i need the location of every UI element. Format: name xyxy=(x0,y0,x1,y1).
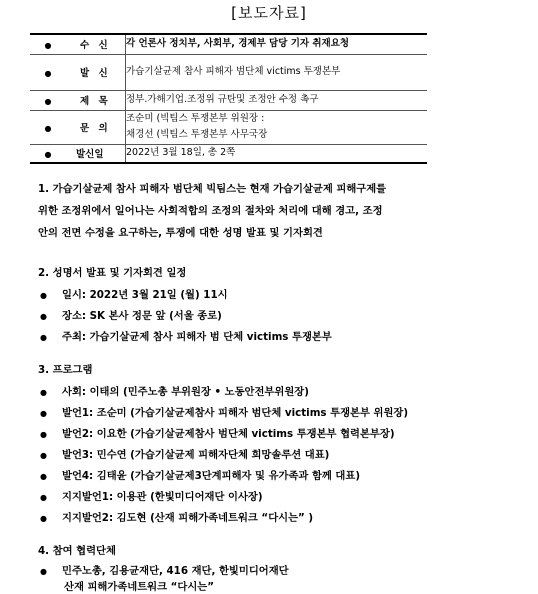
list-item-continuation: 산재 피해가족네트워크 “다시는” xyxy=(64,581,215,593)
bullet-icon: ● xyxy=(44,97,52,106)
info-value: 정부.가해기업.조정위 규탄및 조정안 수정 촉구 xyxy=(126,94,319,105)
bullet-icon: ● xyxy=(44,150,52,160)
bullet-icon: ● xyxy=(44,69,52,78)
info-row-date xyxy=(30,144,427,163)
list-item: ● 발언4: 김태윤 (가습기살균제3단계피해자 및 유가족과 함께 대표) xyxy=(40,470,361,482)
info-label: 문 의 xyxy=(80,123,111,134)
bullet-icon: ● xyxy=(40,514,47,523)
info-value: 2022년 3월 18일, 총 2쪽 xyxy=(126,147,236,159)
document-title: [보도자료] xyxy=(231,4,307,22)
info-table xyxy=(30,33,427,164)
list-item: ● 장소: SK 본사 정문 앞 (서울 종로) xyxy=(40,310,222,322)
bullet-icon: ● xyxy=(40,409,47,418)
bullet-icon: ● xyxy=(40,472,47,481)
bullet-icon: ● xyxy=(40,430,47,439)
info-label: 발신일 xyxy=(76,149,104,161)
bullet-icon: ● xyxy=(40,291,47,300)
section-2-title: 2. 성명서 발표 및 기자회견 일정 xyxy=(38,267,187,279)
section-1-line: 위한 조정위에서 일어나는 사회적합의 조정의 절차와 처리에 대해 경고, 조정 xyxy=(38,205,383,217)
info-row-contact xyxy=(30,110,427,144)
list-item: ● 주최: 가습기살균제 참사 피해자 범 단체 victims 투쟁본부 xyxy=(40,331,332,343)
info-label: 수 신 xyxy=(80,40,111,52)
info-row-recipient xyxy=(30,34,427,54)
info-row-subject xyxy=(30,90,427,110)
bullet-icon: ● xyxy=(40,567,47,576)
list-item: ● 발언3: 민수연 (가습기살균제 피해자단체 희망솔루션 대표) xyxy=(40,449,330,461)
info-row-sender xyxy=(30,54,427,90)
list-item: ● 발언1: 조순미 (가습기살균제참사 피해자 범단체 victims 투쟁본부 위원장) xyxy=(40,407,409,419)
info-value: 조순미 (빅팀스 투쟁본부 위원장 : xyxy=(126,113,265,124)
list-item: ● 발언2: 이요한 (가습기살균제참사 범단체 victims 투쟁본부 협력본부장) xyxy=(40,428,395,440)
bullet-icon: ● xyxy=(44,124,52,133)
list-item: ● 일시: 2022년 3월 21일 (월) 11시 xyxy=(40,289,228,301)
list-item: ● 사회: 이태의 (민주노총 부위원장 • 노동안전부위원장) xyxy=(40,386,309,398)
section-1-paragraph xyxy=(38,178,508,244)
bullet-icon: ● xyxy=(40,493,47,502)
section-4-title: 4. 참여 협력단체 xyxy=(38,545,116,557)
info-label: 제 목 xyxy=(80,96,111,107)
bullet-icon: ● xyxy=(40,333,47,342)
bullet-icon: ● xyxy=(44,41,52,51)
section-1-line: 안의 전면 수정을 요구하는, 투쟁에 대한 성명 발표 및 기자회견 xyxy=(38,227,323,239)
info-value: 가습기살균제 참사 피해자 범단체 victims 투쟁본부 xyxy=(126,66,341,77)
section-3-title: 3. 프로그램 xyxy=(38,364,93,376)
list-item: ● 민주노총, 김용균재단, 416 재단, 한빛미디어재단 xyxy=(40,565,289,577)
bullet-icon: ● xyxy=(40,451,47,460)
bullet-icon: ● xyxy=(40,388,47,397)
list-item: ● 지지발언1: 이용관 (한빛미디어재단 이사장) xyxy=(40,491,263,503)
info-value: 각 언론사 정치부, 사회부, 경제부 담당 기자 취재요청 xyxy=(126,38,350,50)
list-item: ● 지지발언2: 김도현 (산재 피해가족네트워크 “다시는” ) xyxy=(40,512,314,524)
section-1-line: 1. 가습기살균제 참사 피해자 범단체 빅팀스는 현재 가습기살균제 피해구제를 xyxy=(38,183,387,195)
info-value: 채경선 (빅팀스 투쟁본부 사무국장 xyxy=(126,129,268,140)
info-label: 발 신 xyxy=(80,68,111,79)
bullet-icon: ● xyxy=(40,312,47,321)
